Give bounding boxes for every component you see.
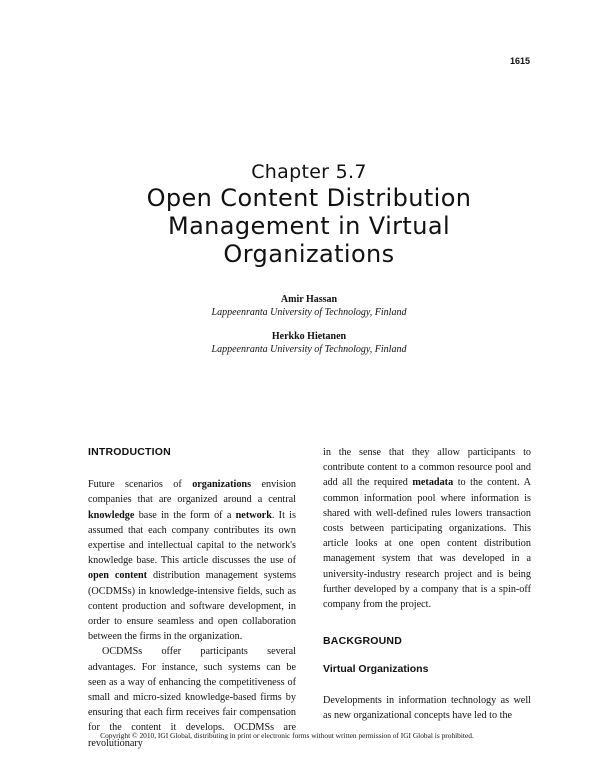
page-number: 1615 [509,56,530,66]
author-affiliation: Lappeenranta University of Technology, Finland [211,307,407,318]
introduction-heading: INTRODUCTION [88,446,171,458]
chapter-title [0,184,600,268]
background-heading: BACKGROUND [323,635,402,648]
copyright-footer: Copyright © 2010, IGI Global, distributing in print or electronic forms without written permission of IGI Global is prohibited. [100,731,474,740]
author-affiliation: Lappeenranta University of Technology, Finland [211,344,407,355]
right-column [323,445,531,723]
author-name: Herkko Hietanen [271,331,347,342]
background-paragraph-1: Developments in information technology as well as new organizational concepts have led to the [323,694,531,721]
keyword: metadata [412,477,454,489]
keyword: network [235,509,272,521]
author-block [0,293,600,319]
chapter-title-line: Organizations [223,240,395,268]
intro-paragraph-continued: in the sense that they allow participants to contribute content to a common resource pool and add all the required metadata to the content. A common information pool where information is shared with well-defined rules lowers transaction costs between participating organizations. This article looks at one open content distribution management system that was developed in a university-industry research project and is being further developed by a company that is a spin-off company from the project. [323,447,532,611]
keyword: organizations [192,479,252,491]
chapter-label: Chapter 5.7 [251,161,367,183]
intro-paragraph-2: OCDMSs offer participants several advantages. For instance, such systems can be seen as a way of enhancing the competitiveness of small and micro-sized knowledge-based firms by ensuring that each firm receives fair compensation for the content it develops. OCDMSs are revolutionary [88,646,296,749]
keyword: knowledge [88,509,135,521]
intro-paragraph-1: Future scenarios of organizations envision companies that are organized around a central knowledge base in the form of a network. It is assumed that each company contributes its own expertise and intellectual capital to the network's knowledge base. This article discusses the use of open content distribution management systems (OCDMSs) in knowledge-intensive fields, such as content production and software development, in order to ensure seamless and open collaboration between the firms in the organization. [88,479,296,643]
virtual-organizations-heading: Virtual Organizations [323,663,429,676]
chapter-title-line: Open Content Distribution [146,184,472,212]
left-column [88,445,296,751]
chapter-title-line: Management in Virtual [167,212,451,240]
author-name: Amir Hassan [280,294,338,305]
keyword: open content [88,570,148,582]
author-block [0,330,600,356]
